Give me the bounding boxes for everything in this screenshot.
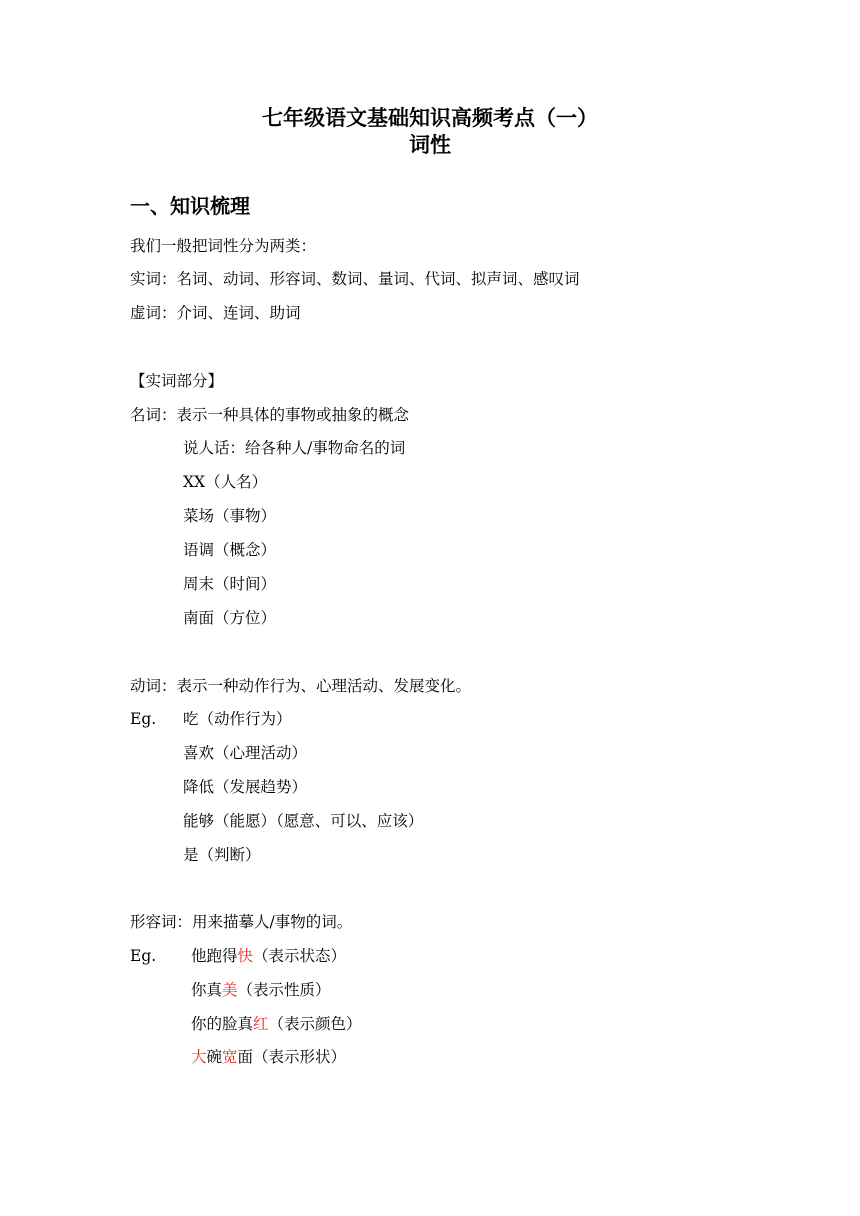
intro-line: 我们一般把词性分为两类： [130, 237, 317, 255]
adjective-example [191, 1047, 346, 1067]
noun-plain-explanation: 说人话：给各种人/事物命名的词 [183, 439, 406, 457]
example-note: （表示颜色） [268, 1015, 362, 1033]
highlighted-adjective: 红 [253, 1015, 269, 1033]
function-words-line: 虚词：介词、连词、助词 [130, 304, 301, 322]
example-text: 你真 [191, 981, 223, 999]
verb-example: 喜欢（心理活动） [183, 744, 308, 762]
noun-example: 南面（方位） [183, 609, 277, 627]
example-note: （表示性质） [237, 981, 331, 999]
verb-definition: 动词：表示一种动作行为、心理活动、发展变化。 [130, 677, 472, 695]
document-title: 七年级语文基础知识高频考点（一） [262, 106, 598, 130]
section-heading-knowledge: 一、知识梳理 [130, 194, 250, 218]
noun-example: 语调（概念） [183, 541, 277, 559]
verb-example: 能够（能愿）（愿意、可以、应该） [183, 812, 424, 830]
verb-eg-label: Eg. [130, 710, 157, 728]
example-text: 你的脸真 [191, 1015, 254, 1033]
verb-example: 降低（发展趋势） [183, 778, 308, 796]
example-text: 碗 [206, 1048, 223, 1066]
adjective-example [191, 980, 331, 1000]
noun-example: XX（人名） [183, 473, 268, 491]
verb-example: 是（判断） [183, 846, 261, 864]
shici-section-header: 【实词部分】 [130, 372, 224, 390]
noun-definition: 名词：表示一种具体的事物或抽象的概念 [130, 406, 410, 424]
example-note: 面（表示形状） [237, 1048, 347, 1066]
adjective-example [191, 1014, 362, 1034]
highlighted-adjective: 美 [222, 981, 238, 999]
noun-example: 周末（时间） [183, 575, 277, 593]
highlighted-adjective: 宽 [222, 1048, 238, 1066]
adjective-definition: 形容词：用来描摹人/事物的词。 [130, 913, 353, 931]
example-note: （表示状态） [253, 947, 347, 965]
example-text: 他跑得 [191, 947, 238, 965]
highlighted-adjective: 大 [191, 1048, 207, 1066]
highlighted-adjective: 快 [237, 947, 254, 965]
noun-example: 菜场（事物） [183, 507, 277, 525]
document-subtitle: 词性 [409, 133, 451, 157]
verb-example: 吃（动作行为） [183, 710, 292, 728]
content-words-line: 实词：名词、动词、形容词、数词、量词、代词、拟声词、感叹词 [130, 270, 580, 288]
adjective-eg-label: Eg. [130, 947, 157, 965]
adjective-example [191, 946, 346, 966]
